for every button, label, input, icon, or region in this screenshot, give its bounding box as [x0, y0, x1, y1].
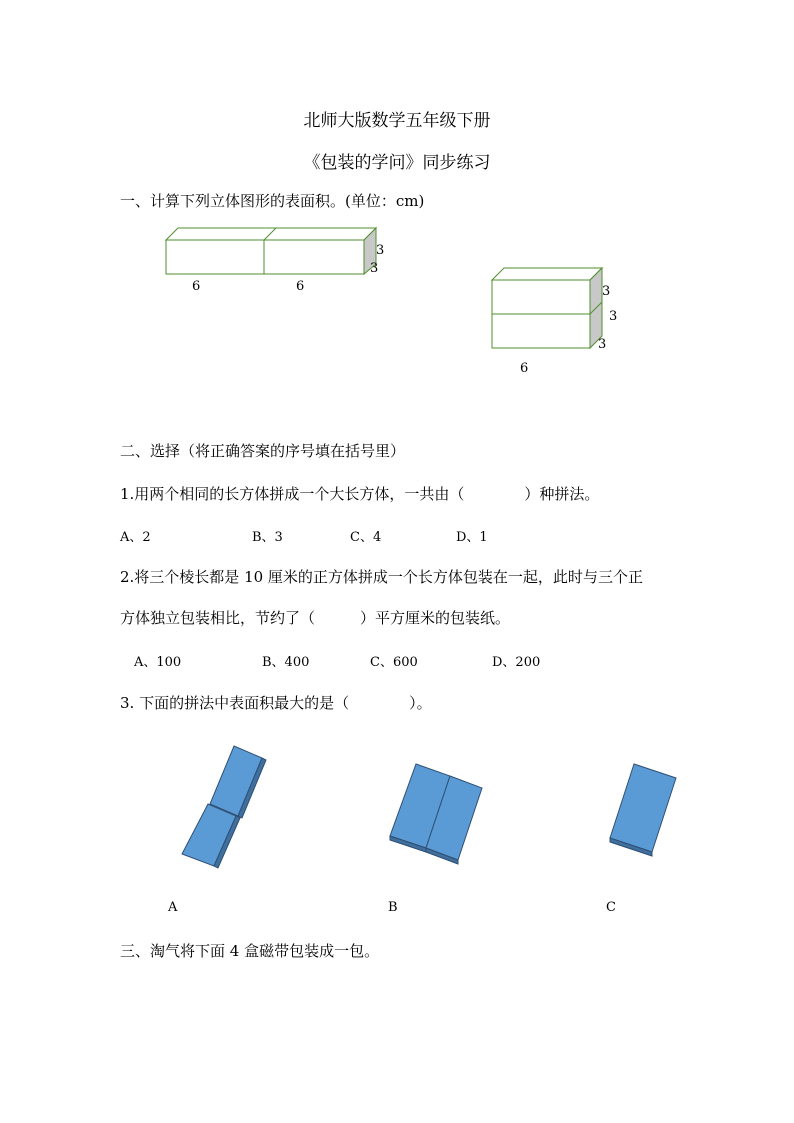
- q2-option-c: C、600: [370, 655, 418, 670]
- figure2-stacked-cuboid: [486, 262, 636, 382]
- page-title: 北师大版数学五年级下册: [303, 111, 491, 131]
- fig1-length-right: 6: [296, 279, 305, 294]
- q2-option-b: B、400: [262, 655, 310, 670]
- fig2-side-bottom: 3: [598, 337, 607, 352]
- section2-heading: 二、选择（将正确答案的序号填在括号里）: [120, 442, 406, 460]
- q1-option-b: B、3: [252, 530, 283, 545]
- section1-heading: 一、计算下列立体图形的表面积。(单位：cm): [120, 192, 425, 210]
- q3-text: 3. 下面的拼法中表面积最大的是（ ）。: [120, 694, 432, 712]
- q3-label-a: A: [168, 900, 178, 915]
- q2-option-a: A、100: [134, 655, 182, 670]
- fig2-side-mid: 3: [609, 309, 618, 324]
- q2-line1: 2.将三个棱长都是 10 厘米的正方体拼成一个长方体包装在一起，此时与三个正: [120, 568, 643, 586]
- q3-label-b: B: [388, 900, 398, 915]
- fig1-height-bottom: 3: [370, 261, 379, 276]
- q2-line2: 方体独立包装相比，节约了（ ）平方厘米的包装纸。: [120, 609, 511, 627]
- fig1-height-top: 3: [376, 243, 385, 258]
- q1-option-d: D、1: [456, 530, 488, 545]
- fig2-length: 6: [520, 361, 529, 376]
- q1-option-c: C、4: [350, 530, 382, 545]
- q2-option-d: D、200: [492, 655, 541, 670]
- figure1-combined-cuboid: [160, 222, 400, 302]
- q3-figure-c: [604, 760, 684, 860]
- page-subtitle: 《包装的学问》同步练习: [303, 153, 491, 173]
- q3-label-c: C: [606, 900, 616, 915]
- q3-figure-a: [178, 742, 278, 872]
- q3-figure-b: [386, 760, 496, 870]
- section3-heading: 三、淘气将下面 4 盒磁带包装成一包。: [120, 942, 380, 960]
- fig2-side-top: 3: [602, 284, 611, 299]
- q1-text: 1.用两个相同的长方体拼成一个大长方体，一共由（ ）种拼法。: [120, 485, 600, 503]
- q1-option-a: A、2: [120, 530, 151, 545]
- fig1-length-left: 6: [192, 279, 201, 294]
